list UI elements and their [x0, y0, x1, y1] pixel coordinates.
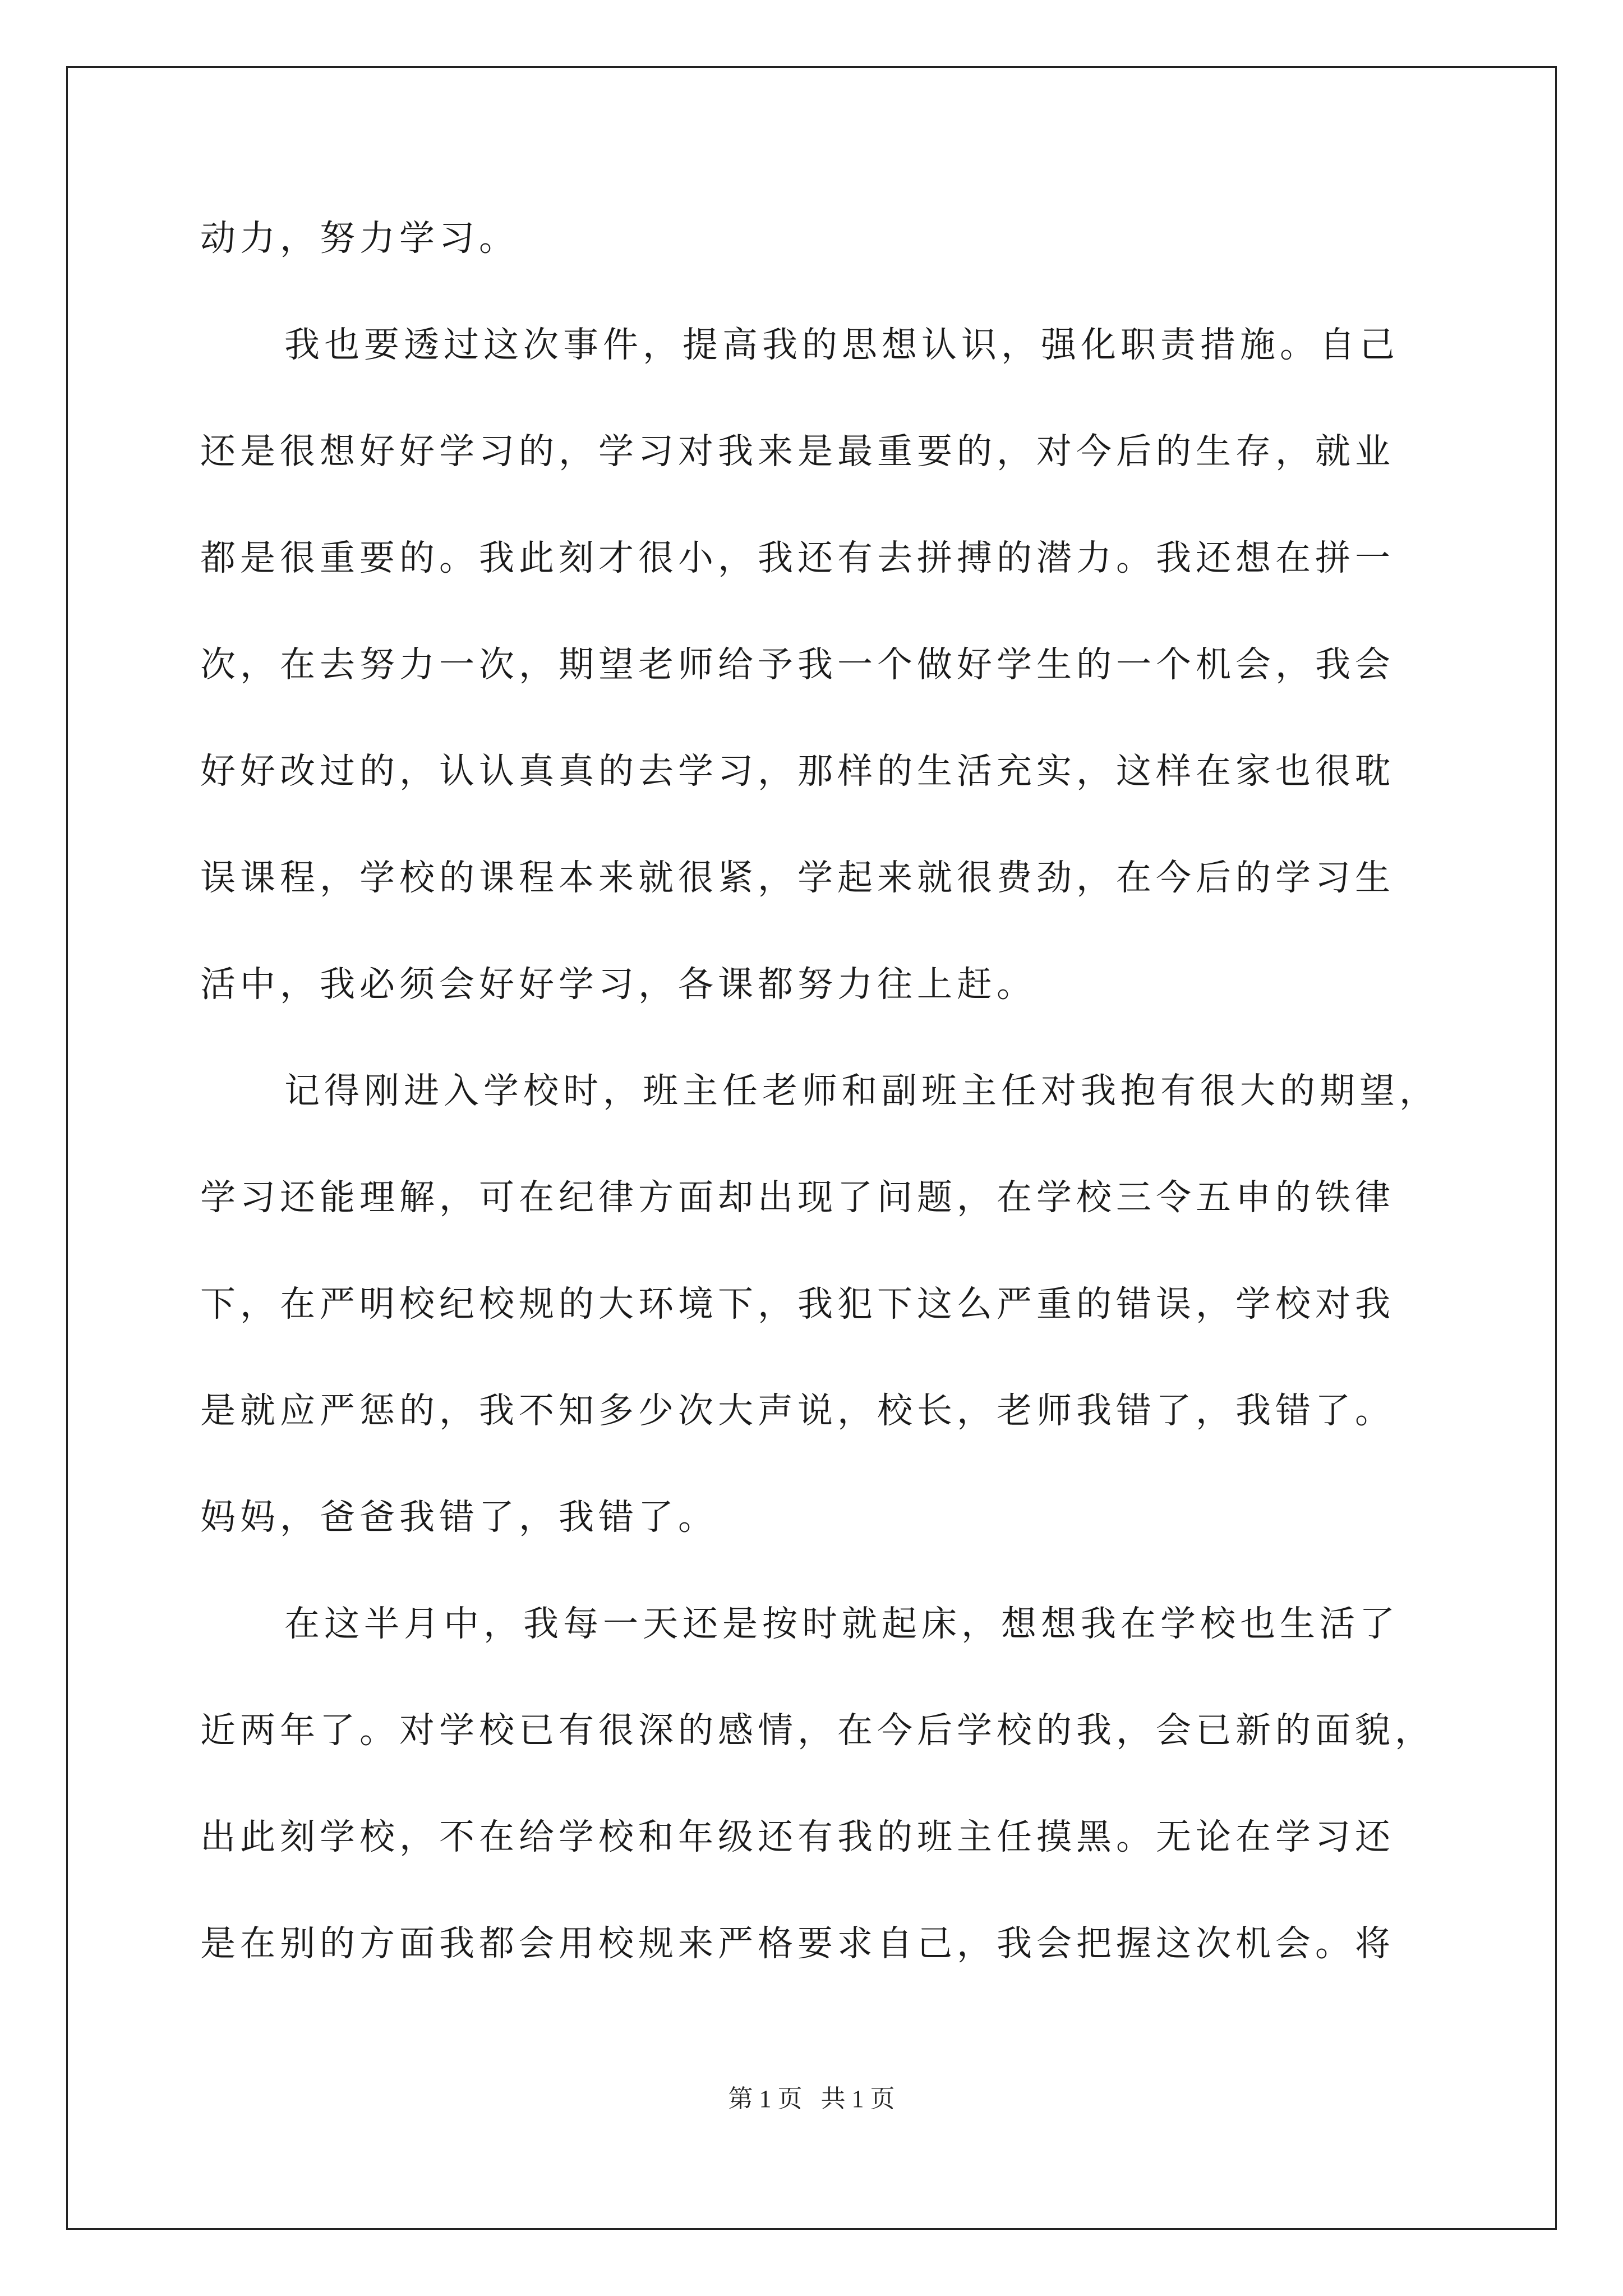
- text-line: 还是很想好好学习的，学习对我来是最重要的，对今后的生存，就业: [200, 431, 1395, 472]
- text-line: 下，在严明校纪校规的大环境下，我犯下这么严重的错误，学校对我: [200, 1283, 1395, 1324]
- text-line: 次，在去努力一次，期望老师给予我一个做好学生的一个机会，我会: [200, 644, 1395, 685]
- text-line: 动力，努力学习。: [200, 218, 519, 259]
- document-body: [200, 210, 1440, 2022]
- text-line: 误课程，学校的课程本来就很紧，学起来就很费劲，在今后的学习生: [200, 857, 1395, 898]
- text-line: 近两年了。对学校已有很深的感情，在今后学校的我，会已新的面貌，: [200, 1710, 1435, 1751]
- text-line: 都是很重要的。我此刻才很小，我还有去拼搏的潜力。我还想在拼一: [200, 537, 1395, 578]
- text-line: 在这半月中，我每一天还是按时就起床，想想我在学校也生活了: [284, 1603, 1399, 1644]
- text-line: 出此刻学校，不在给学校和年级还有我的班主任摸黑。无论在学习还: [200, 1816, 1395, 1857]
- text-line: 是在别的方面我都会用校规来严格要求自己，我会把握这次机会。将: [200, 1923, 1395, 1964]
- page-number-footer: 第 1 页 共 1 页: [728, 2085, 895, 2113]
- text-line: 学习还能理解，可在纪律方面却出现了问题，在学校三令五申的铁律: [200, 1177, 1395, 1218]
- text-line: 妈妈，爸爸我错了，我错了。: [200, 1497, 718, 1538]
- text-line: 我也要透过这次事件，提高我的思想认识，强化职责措施。自己: [284, 324, 1399, 365]
- text-line: 好好改过的，认认真真的去学习，那样的生活充实，这样在家也很耽: [200, 751, 1395, 792]
- text-line: 是就应严惩的，我不知多少次大声说，校长，老师我错了，我错了。: [200, 1390, 1395, 1431]
- text-line: 活中，我必须会好好学习，各课都努力往上赶。: [200, 964, 1036, 1005]
- text-line: 记得刚进入学校时，班主任老师和副班主任对我抱有很大的期望，: [284, 1070, 1439, 1111]
